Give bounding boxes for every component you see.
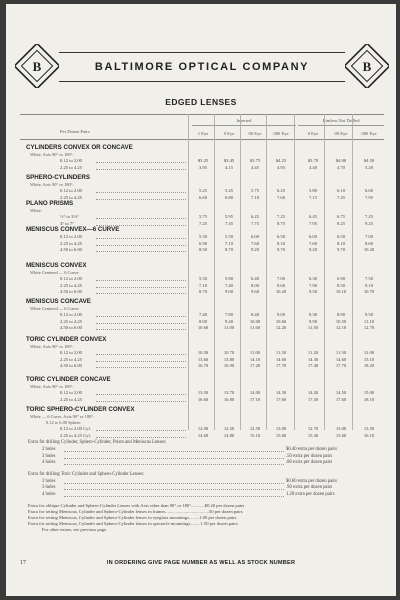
extras-heading: Extra for drilling Cylinder, Sphero-Cylinder, Prism and Meniscus Lenses: <box>28 440 167 445</box>
price-cell: 6.00 <box>250 234 260 239</box>
price-cell: 13.00 <box>275 426 287 431</box>
table-row <box>20 247 384 254</box>
price-cell: 15.00 <box>363 390 375 395</box>
price-cell: $3.25 <box>197 158 209 163</box>
price-cell: 11.50 <box>307 325 319 330</box>
price-cell: 4.70 <box>336 164 346 170</box>
price-cell: 12.20 <box>275 325 287 330</box>
price-cell: 18.20 <box>363 363 375 368</box>
inserted-group <box>192 118 296 123</box>
price-cell: 14.60 <box>275 356 287 362</box>
price-cell: 7.80 <box>224 312 234 317</box>
price-cell: 10.70 <box>363 289 375 294</box>
price-cell: 15.60 <box>335 432 347 438</box>
price-cell: 11.10 <box>363 318 375 324</box>
price-cell: 16.70 <box>197 363 209 368</box>
price-cell: $4.50 <box>363 158 375 163</box>
row-label: 2.25 to 4.25 <box>60 318 82 324</box>
price-cell: 5.45 <box>224 188 234 193</box>
price-cell: 6.25 <box>250 214 260 219</box>
leader-dots <box>96 316 186 317</box>
price-cell: 11.50 <box>335 350 347 355</box>
row-label: 4.50 to 6.00 <box>60 325 82 330</box>
price-cell: 7.00 <box>276 276 286 281</box>
table-row <box>20 165 384 172</box>
price-cell: 11.20 <box>307 350 319 355</box>
price-cell: 9.70 <box>336 247 346 252</box>
extras-label: 4 holes <box>42 460 56 465</box>
company-name: BALTIMORE OPTICAL COMPANY <box>94 61 310 73</box>
price-cell: 7.25 <box>364 214 374 219</box>
price-cell: 4.15 <box>224 164 234 170</box>
row-label: 0.12 to 2.00 <box>60 188 82 193</box>
price-cell: 14.10 <box>249 356 261 362</box>
price-cell: 6.90 <box>336 276 346 281</box>
page-number: 17 <box>20 560 26 566</box>
price-cell: 12.00 <box>197 426 209 431</box>
price-cell: 8.90 <box>336 312 346 317</box>
section-subtitle: White — 6 Curve, Axis 90° or 180°: <box>30 414 95 419</box>
column-header: 0 Eye <box>223 131 235 136</box>
price-cell: 13.60 <box>197 356 209 362</box>
price-cell: 9.20 <box>250 247 260 252</box>
row-label: 2.25 to 4.25 <box>60 194 82 200</box>
leader-dots <box>96 169 186 170</box>
price-cell: 5.75 <box>198 214 208 219</box>
leader-dots <box>96 293 186 294</box>
price-cell: 14.50 <box>275 390 287 395</box>
price-cell: 8.70 <box>198 289 208 294</box>
extras-row <box>42 460 362 467</box>
leader-dots <box>96 437 186 438</box>
price-cell: 9.50 <box>308 289 318 294</box>
price-cell: 7.10 <box>250 194 260 200</box>
price-cell: 9.20 <box>308 247 318 252</box>
table-row <box>20 195 384 202</box>
price-cell: 7.15 <box>308 194 318 200</box>
price-cell: 8.75 <box>276 220 286 226</box>
column-header: 00 Eye <box>248 131 262 136</box>
extras-row <box>42 492 362 499</box>
price-cell: 9.25 <box>364 220 374 226</box>
price-cell: 14.30 <box>307 356 319 362</box>
price-cell: $4.00 <box>335 158 347 163</box>
price-cell: 7.40 <box>224 282 234 288</box>
extras-label: 4 holes <box>42 491 56 497</box>
extras-note: Extra for setting Meniscus, Cylinder and Sphero-Cylinder lenses in eyeglass mountings.........1.00 per dozen pairs <box>28 515 237 520</box>
price-cell: 14.50 <box>335 390 347 395</box>
price-cell: 7.25 <box>276 214 286 219</box>
row-label: ½° to 3½° <box>60 214 79 219</box>
row-label: 0.12 to 2.00 <box>60 276 82 281</box>
price-cell: 11.50 <box>275 350 287 355</box>
section-title: MENISCUS CONVEX <box>26 262 87 269</box>
price-cell: 8.40 <box>250 312 260 317</box>
extras-value: 1.20 extra per dozen pairs <box>286 491 335 497</box>
price-cell: 16.60 <box>197 396 209 402</box>
price-cell: 8.25 <box>336 220 346 226</box>
leader-dots <box>96 162 186 163</box>
price-cell: 5.80 <box>224 276 234 281</box>
price-cell: 10.50 <box>197 350 209 355</box>
price-cell: 11.60 <box>249 325 261 330</box>
leader-dots <box>64 496 284 497</box>
page-title: EDGED LENSES <box>165 97 237 107</box>
leader-dots <box>96 430 186 431</box>
price-cell: 13.70 <box>223 390 235 395</box>
section-title: TORIC CYLINDER CONVEX <box>26 336 107 343</box>
price-cell: 7.95 <box>308 220 318 226</box>
ordering-notice: IN ORDERING GIVE PAGE NUMBER AS WELL AS STOCK NUMBER <box>106 560 296 566</box>
price-cell: 17.30 <box>307 396 319 402</box>
price-cell: 16.10 <box>363 432 375 438</box>
price-cell: 18.10 <box>363 396 375 402</box>
price-cell: 8.70 <box>224 247 234 252</box>
price-cell: 9.40 <box>224 318 234 324</box>
column-header: 000 Eye <box>273 131 289 136</box>
price-cell: 7.10 <box>198 282 208 288</box>
price-cell: 8.10 <box>276 240 286 246</box>
price-cell: 13.00 <box>335 426 347 431</box>
price-cell: 10.10 <box>335 289 347 294</box>
price-cell: 7.45 <box>336 194 346 200</box>
price-cell: 6.25 <box>276 188 286 193</box>
extras-note: Extra for oblique Cylinder and Sphero-Cylinder Lenses with Axis other than 90° or 180°............$0.20 per dozen pairs <box>28 503 245 508</box>
price-cell: 14.60 <box>335 356 347 362</box>
price-cell: 8.60 <box>276 282 286 288</box>
row-label: 0.12 to 2.00 <box>60 350 82 355</box>
leader-dots <box>96 199 186 200</box>
price-cell: 8.60 <box>364 240 374 246</box>
section-subtitle: White Centered — 6 Curve: <box>30 306 80 311</box>
company-banner <box>26 52 378 82</box>
price-cell: 5.50 <box>224 234 234 239</box>
section-title: MENISCUS CONVEX—6 CURVE <box>26 226 120 233</box>
section-title: SPHERO-CYLINDERS <box>26 174 90 181</box>
price-cell: 9.00 <box>224 289 234 294</box>
section-subtitle: 0.12 to 6.00 Sphere: <box>46 420 82 425</box>
leader-dots <box>96 192 186 193</box>
table-row <box>20 397 384 404</box>
price-cell: 14.20 <box>307 390 319 395</box>
per-dozen-pairs-label: Per Dozen Pairs <box>60 129 90 134</box>
section-title: TORIC SPHERO-CYLINDER CONVEX <box>26 406 135 413</box>
extras-label: 2 holes <box>42 478 56 484</box>
column-header: 00 Eye <box>334 131 348 136</box>
leader-dots <box>96 280 186 281</box>
price-cell: 4.45 <box>250 164 260 170</box>
leader-dots <box>64 464 284 465</box>
price-cell: 8.30 <box>308 312 318 317</box>
price-cell: 10.60 <box>197 325 209 330</box>
price-cell: 7.60 <box>250 240 260 246</box>
price-cell: 17.60 <box>275 396 287 402</box>
leader-dots <box>96 401 186 402</box>
price-cell: 8.00 <box>250 282 260 288</box>
price-cell: 7.40 <box>198 312 208 317</box>
catalog-page <box>6 4 396 596</box>
price-cell: 5.20 <box>364 164 374 170</box>
row-label: 2.25 to 4.25 <box>60 396 82 402</box>
price-cell: $3.75 <box>249 158 261 163</box>
price-cell: 6.60 <box>198 194 208 200</box>
extras-heading: Extra for drilling Toric Cylinder and Sphero-Cylinder Lenses: <box>28 471 145 477</box>
leader-dots <box>64 451 284 452</box>
section-subtitle: White: <box>30 208 42 213</box>
price-cell: 6.60 <box>364 188 374 193</box>
price-cell: 10.00 <box>249 318 261 324</box>
leader-dots <box>96 367 186 368</box>
leader-dots <box>96 238 186 239</box>
price-cell: 15.60 <box>275 432 287 438</box>
leader-dots <box>96 251 186 252</box>
leader-dots <box>96 354 186 355</box>
price-cell: 6.75 <box>336 214 346 219</box>
price-cell: 9.70 <box>276 247 286 252</box>
price-cell: 9.90 <box>308 318 318 324</box>
section-title: TORIC CYLINDER CONCAVE <box>26 376 111 383</box>
price-cell: 11.00 <box>249 350 261 355</box>
price-cell: $3.70 <box>307 158 319 163</box>
price-cell: 6.80 <box>224 194 234 200</box>
leader-dots <box>96 394 186 395</box>
price-cell: 7.45 <box>224 220 234 226</box>
section-subtitle: White Centered — 6 Curve: <box>30 270 80 275</box>
inserted-group-label: Inserted <box>236 118 252 123</box>
price-cell: 12.20 <box>223 426 235 431</box>
price-cell: 8.50 <box>198 247 208 252</box>
price-cell: 8.00 <box>198 318 208 324</box>
leader-dots <box>96 287 186 288</box>
section-title: PLANO PRISMS <box>26 200 74 207</box>
row-label: 0.12 to 2.00 <box>60 312 82 317</box>
row-label: 0.12 to 2.00 <box>60 390 82 395</box>
table-row <box>20 325 384 332</box>
leader-dots <box>64 458 284 459</box>
price-cell: 14.60 <box>197 432 209 438</box>
leader-dots <box>64 483 284 484</box>
price-cell: 13.50 <box>197 390 209 395</box>
price-cell: 15.30 <box>307 432 319 438</box>
extras-value: $0.60 extra per dozen pairs <box>286 478 337 484</box>
price-cell: 7.10 <box>224 240 234 246</box>
price-cell: 5.80 <box>308 188 318 193</box>
row-label: 4.50 to 6.00 <box>60 289 82 294</box>
section-title: CYLINDERS CONVEX OR CONCAVE <box>26 144 133 151</box>
table-header <box>20 114 384 140</box>
row-label: 0.12 to 2.00 Cyl. <box>60 426 91 431</box>
table-row <box>20 433 384 440</box>
svg-text:B: B <box>32 59 42 74</box>
price-cell: 5.95 <box>224 214 234 219</box>
price-cell: 15.10 <box>363 356 375 362</box>
price-cell: 6.50 <box>276 234 286 239</box>
price-cell: 3.95 <box>198 164 208 170</box>
price-cell: 14.00 <box>249 390 261 395</box>
price-cell: 17.20 <box>249 363 261 368</box>
price-cell: 10.20 <box>275 289 287 294</box>
rimless-group <box>298 118 384 123</box>
price-cell: 8.50 <box>336 282 346 288</box>
section-title: MENISCUS CONCAVE <box>26 298 91 305</box>
price-cell: $3.45 <box>223 158 235 163</box>
price-cell: 7.25 <box>198 220 208 226</box>
extras-value: .80 extra per dozen pairs <box>286 460 333 465</box>
price-cell: 9.10 <box>364 282 374 288</box>
row-label: 2.25 to 4.25 <box>60 356 82 362</box>
leader-dots <box>96 329 186 330</box>
price-cell: 6.90 <box>198 240 208 246</box>
svg-text:B: B <box>362 59 372 74</box>
table-row <box>20 363 384 370</box>
price-cell: 12.00 <box>363 350 375 355</box>
leader-dots <box>96 361 186 362</box>
price-cell: 15.10 <box>249 432 261 438</box>
leader-dots <box>96 323 186 324</box>
price-cell: 6.45 <box>308 214 318 219</box>
price-cell: 17.60 <box>335 396 347 402</box>
row-label: 4.50 to 6.00 <box>60 363 82 368</box>
extras-note: Extra for setting Meniscus, Cylinder and Sphero-Cylinder lenses in frames......................................50 per dozen pairs <box>28 509 243 514</box>
price-cell: 4.95 <box>276 164 286 170</box>
price-cell: 10.50 <box>335 318 347 324</box>
price-cell: 17.70 <box>275 363 287 368</box>
price-cell: 9.60 <box>250 289 260 294</box>
price-cell: 17.70 <box>335 363 347 368</box>
extras-value: .50 extra per dozen pairs <box>286 453 333 459</box>
extras-note: Extra for setting Meniscus, Cylinder and Sphero-Cylinder lenses in spectacle mountings.........1.50 per dozen pairs <box>28 521 238 526</box>
price-cell: 7.60 <box>276 194 286 200</box>
extras-label: 3 holes <box>42 485 56 490</box>
price-cell: 6.50 <box>336 234 346 239</box>
price-cell: 12.50 <box>249 426 261 431</box>
column-header: 0 Eye <box>307 131 319 136</box>
price-cell: 6.00 <box>308 234 318 239</box>
extras-value: $0.40 extra per dozen pairs <box>286 447 337 452</box>
price-cell: 17.10 <box>249 396 261 402</box>
price-cell: 11.00 <box>223 325 235 330</box>
price-cell: 8.10 <box>336 240 346 246</box>
price-cell: 9.50 <box>364 312 374 317</box>
price-cell: 9.00 <box>276 312 286 317</box>
price-cell: 7.75 <box>250 220 260 226</box>
row-label: 4° to 7° <box>60 220 75 226</box>
price-cell: 7.00 <box>364 234 374 239</box>
row-label: 2.25 to 4.25 <box>60 240 82 246</box>
leader-dots <box>96 245 186 246</box>
column-header: 1 Eye <box>197 131 209 136</box>
row-label: 2.25 to 4.25 Cyl. <box>60 432 91 438</box>
price-cell: 6.10 <box>336 188 346 193</box>
row-label: 0.12 to 2.00 <box>60 234 82 239</box>
section-subtitle: White, Axis 90° or 180°: <box>30 384 74 389</box>
price-cell: 17.40 <box>307 363 319 368</box>
price-cell: 10.60 <box>275 318 287 324</box>
extras-note: For other extras, see previous page. <box>42 527 108 532</box>
rimless-group-label: Rimless Not Drilled <box>322 118 360 123</box>
price-cell: $4.25 <box>275 158 287 163</box>
price-cell: 7.50 <box>364 276 374 281</box>
price-cell: 7.60 <box>308 240 318 246</box>
price-cell: 4.40 <box>308 164 318 170</box>
leader-dots <box>64 489 284 490</box>
price-cell: 10.20 <box>363 247 375 252</box>
price-cell: 13.50 <box>363 426 375 431</box>
price-cell: 10.70 <box>223 350 235 355</box>
row-label: 2.25 to 4.25 <box>60 164 82 170</box>
price-cell: 14.80 <box>223 432 235 438</box>
price-cell: 5.25 <box>198 188 208 193</box>
section-subtitle: White, Axis 90° or 180°: <box>30 182 74 187</box>
extras-value: .90 extra per dozen pairs <box>286 485 333 490</box>
extras-label: 2 holes <box>42 447 56 452</box>
price-cell: 13.80 <box>223 356 235 362</box>
row-label: 0.12 to 2.00 <box>60 158 82 163</box>
leader-dots <box>96 218 186 219</box>
table-row <box>20 289 384 296</box>
price-cell: 12.70 <box>363 325 375 330</box>
price-cell: 16.90 <box>223 363 235 368</box>
section-subtitle: White, Axis 90° or 180°: <box>30 344 74 349</box>
extras-label: 3 holes <box>42 453 56 459</box>
price-cell: 16.80 <box>223 396 235 402</box>
company-logo-left <box>15 44 59 88</box>
price-cell: 6.40 <box>250 276 260 281</box>
price-cell: 12.70 <box>307 426 319 431</box>
price-cell: 7.90 <box>308 282 318 288</box>
price-cell: 6.30 <box>308 276 318 281</box>
price-cell: 5.50 <box>198 276 208 281</box>
row-label: 4.50 to 6.00 <box>60 247 82 252</box>
price-cell: 7.95 <box>364 194 374 200</box>
price-cell: 5.75 <box>250 188 260 193</box>
price-cell: 5.30 <box>198 234 208 239</box>
row-label: 2.25 to 4.25 <box>60 282 82 288</box>
price-cell: 12.10 <box>335 325 347 330</box>
section-subtitle: White, Axis 90° or 180°: <box>30 152 74 157</box>
company-logo-right <box>345 44 389 88</box>
column-header: 000 Eye <box>361 131 377 136</box>
price-table <box>20 114 384 438</box>
